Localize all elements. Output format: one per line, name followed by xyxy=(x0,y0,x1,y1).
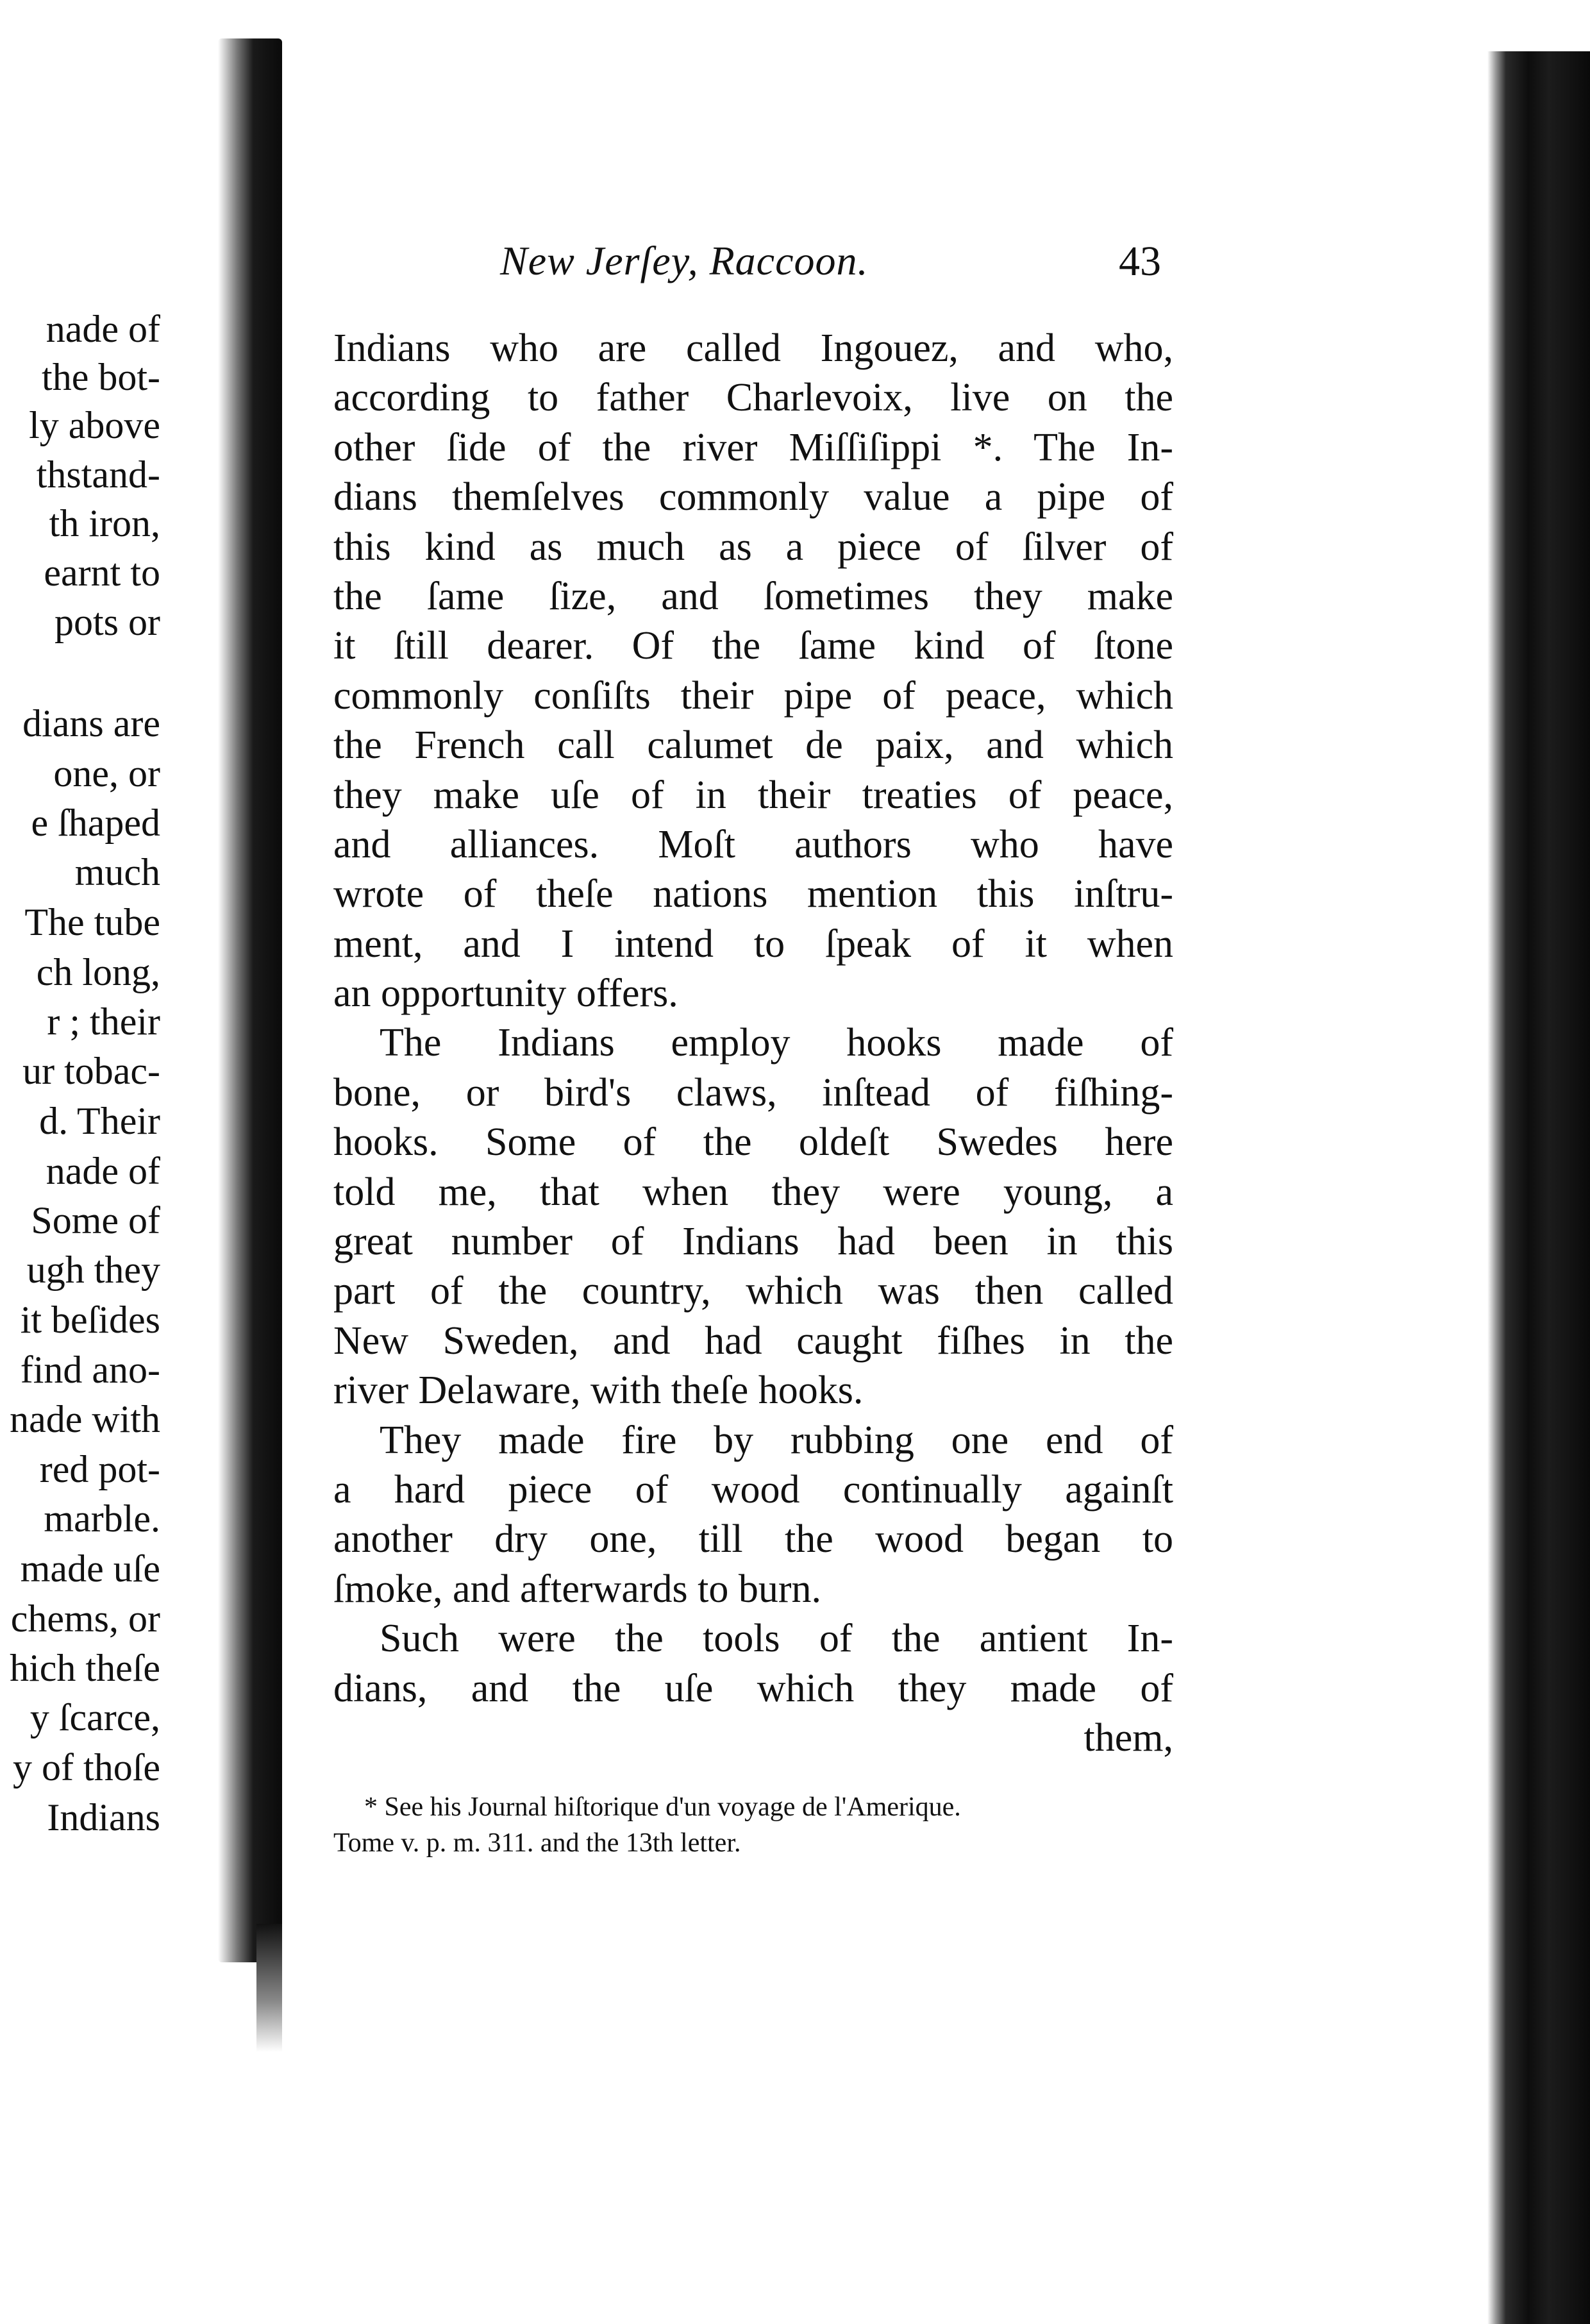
text-line: it ſtill dearer. Of the ſame kind of ſtone xyxy=(333,624,1173,668)
text-line: this kind as much as a piece of ſilver of xyxy=(333,525,1173,569)
left-page-line: nade with xyxy=(10,1398,160,1440)
text-line: ſmoke, and afterwards to burn. xyxy=(333,1567,821,1611)
left-page-line: ur tobac- xyxy=(22,1050,160,1092)
text-line: The Indians employ hooks made of xyxy=(380,1021,1173,1065)
left-page-line: red pot- xyxy=(39,1448,160,1490)
left-page-line: e ſhaped xyxy=(31,802,160,844)
text-line: an opportunity offers. xyxy=(333,972,678,1016)
text-line: and alliances. Moſt authors who have xyxy=(333,822,1173,866)
left-page-line: Indians xyxy=(47,1796,160,1839)
left-page-line: y of thoſe xyxy=(13,1746,160,1789)
left-page-line: earnt to xyxy=(44,552,160,594)
text-line: dians, and the uſe which they made of xyxy=(333,1666,1173,1710)
text-line: New Sweden, and had caught fiſhes in the xyxy=(333,1318,1173,1363)
text-line: They made fire by rubbing one end of xyxy=(380,1418,1173,1462)
left-page-line: find ano- xyxy=(20,1349,160,1391)
text-line: the ſame ſize, and ſometimes they make xyxy=(333,574,1173,618)
text-line: ment, and I intend to ſpeak of it when xyxy=(333,922,1173,966)
text-line: Such were the tools of the antient In- xyxy=(380,1617,1173,1661)
left-page-line: dians are xyxy=(22,702,160,745)
left-page-line: it beſides xyxy=(20,1299,160,1341)
text-line: other ſide of the river Miſſiſippi *. The In- xyxy=(333,425,1173,469)
left-page-line: y ſcarce, xyxy=(29,1696,160,1739)
text-line: according to father Charlevoix, live on the xyxy=(333,376,1173,420)
text-line: hooks. Some of the oldeſt Swedes here xyxy=(333,1120,1173,1165)
left-page-line: pots or xyxy=(54,601,160,643)
left-page-line: marble. xyxy=(44,1497,160,1540)
left-page-line: hich theſe xyxy=(10,1647,160,1689)
right-book-edge xyxy=(1487,51,1590,2324)
text-line: the French call calumet de paix, and which xyxy=(333,723,1173,768)
left-page-line: chems, or xyxy=(10,1597,160,1640)
text-line: told me, that when they were young, a xyxy=(333,1170,1173,1214)
left-page-line: nade of xyxy=(46,308,160,350)
text-line: a hard piece of wood continually againſt xyxy=(333,1467,1173,1511)
text-line: wrote of theſe nations mention this inſtru- xyxy=(333,872,1173,916)
left-page-line: much xyxy=(74,851,160,893)
text-line: dians themſelves commonly value a pipe of xyxy=(333,475,1173,519)
left-page-edge-fade xyxy=(256,1924,282,2052)
text-line: Indians who are called Ingouez, and who, xyxy=(333,326,1173,370)
left-page-line: made uſe xyxy=(20,1547,160,1590)
text-line: river Delaware, with theſe hooks. xyxy=(333,1368,864,1413)
catchword: them, xyxy=(1084,1715,1173,1760)
footnote xyxy=(333,1789,1173,1861)
text-line: another dry one, till the wood began to xyxy=(333,1517,1173,1562)
left-page-edge xyxy=(218,38,282,1962)
text-line: bone, or bird's claws, inſtead of fiſhing- xyxy=(333,1070,1173,1115)
left-page-line: ugh they xyxy=(26,1249,160,1291)
text-line: they make uſe of in their treaties of peace, xyxy=(333,773,1173,817)
left-page-line: the bot- xyxy=(42,356,160,398)
text-line: great number of Indians had been in this xyxy=(333,1220,1173,1264)
left-page-line: thstand- xyxy=(36,453,160,496)
left-page-line: r ; their xyxy=(47,1000,160,1043)
left-page-line: d. Their xyxy=(39,1100,160,1142)
footnote-line: * See his Journal hiſtorique d'un voyage de l'Amerique. xyxy=(364,1792,961,1822)
text-line: part of the country, which was then called xyxy=(333,1269,1173,1313)
left-page-line: The tube xyxy=(24,901,160,943)
left-page-line: one, or xyxy=(53,752,160,795)
left-page-line: ly above xyxy=(29,404,160,446)
body-text xyxy=(333,324,1173,1763)
left-page-line: nade of xyxy=(46,1150,160,1192)
page-number: 43 xyxy=(1119,238,1161,285)
text-line: commonly conſiſts their pipe of peace, which xyxy=(333,673,1173,718)
footnote-line: Tome v. p. m. 311. and the 13th letter. xyxy=(333,1828,741,1858)
running-head: New Jerſey, Raccoon. xyxy=(500,238,869,283)
left-page-line: ch long, xyxy=(36,951,160,993)
left-page-line: th iron, xyxy=(49,502,160,544)
left-page-line: Some of xyxy=(31,1199,160,1242)
